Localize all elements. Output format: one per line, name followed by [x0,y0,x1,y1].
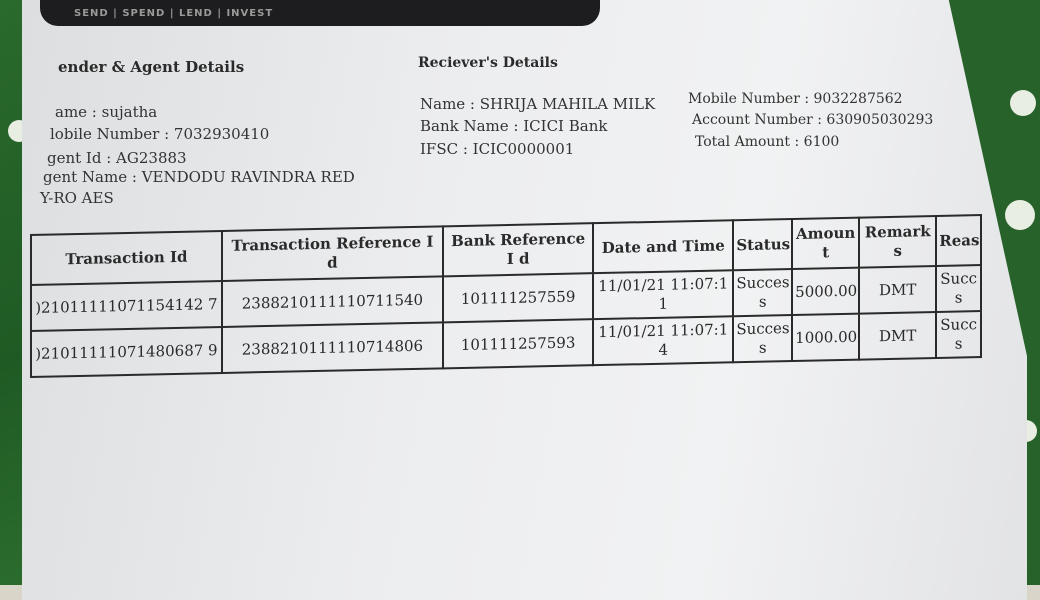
col-remarks: Remark s [859,216,936,268]
receiver-account: Account Number : 630905030293 [692,112,934,128]
reason-cell: Succ s [936,265,981,312]
agent-name-continued: Y-RO AES [40,189,114,207]
transaction-id-cell: )21011111071480687 9 [31,327,222,377]
reason-cell: Succ s [936,311,981,358]
transaction-id-cell: )21011111071154142 7 [31,281,222,331]
agent-id: gent Id : AG23883 [47,149,187,167]
sender-mobile: lobile Number : 7032930410 [50,125,270,143]
receiver-name: Name : SHRIJA MAHILA MILK [420,95,656,113]
col-date-time: Date and Time [593,220,733,273]
receiver-mobile: Mobile Number : 9032287562 [688,91,903,107]
amount-cell: 1000.00 [792,314,859,361]
date-time-cell: 11/01/21 11:07:1 4 [593,316,733,365]
transaction-ref-cell: 2388210111110714806 [222,322,443,373]
col-amount: Amoun t [792,218,859,269]
agent-name: gent Name : VENDODU RAVINDRA RED [43,168,355,186]
sender-section-title: ender & Agent Details [58,58,245,76]
background-dot [1005,200,1035,230]
status-cell: Succes s [733,315,792,362]
transaction-ref-cell: 2388210111110711540 [222,276,443,327]
date-time-cell: 11/01/21 11:07:1 1 [593,270,733,319]
sender-name: ame : sujatha [55,103,158,121]
amount-cell: 5000.00 [792,268,859,315]
background-dot [1010,90,1036,116]
remarks-cell: DMT [859,266,936,314]
brand-line: SEND | SPEND | LEND | INVEST [74,8,274,19]
col-bank-reference-id: Bank Reference I d [443,223,593,276]
col-reason: Reas [936,215,981,266]
transactions-table [30,214,982,378]
receiver-section-title: Reciever's Details [418,55,558,71]
col-transaction-reference-id: Transaction Reference I d [222,226,443,281]
col-transaction-id: Transaction Id [31,231,222,285]
bank-ref-cell: 101111257593 [443,319,593,368]
receiver-ifsc: IFSC : ICIC0000001 [420,140,575,158]
receiver-bank: Bank Name : ICICI Bank [420,117,608,135]
bank-ref-cell: 101111257559 [443,273,593,322]
status-cell: Succes s [733,269,792,316]
col-status: Status [733,219,792,270]
total-amount: Total Amount : 6100 [695,134,840,150]
remarks-cell: DMT [859,312,936,360]
